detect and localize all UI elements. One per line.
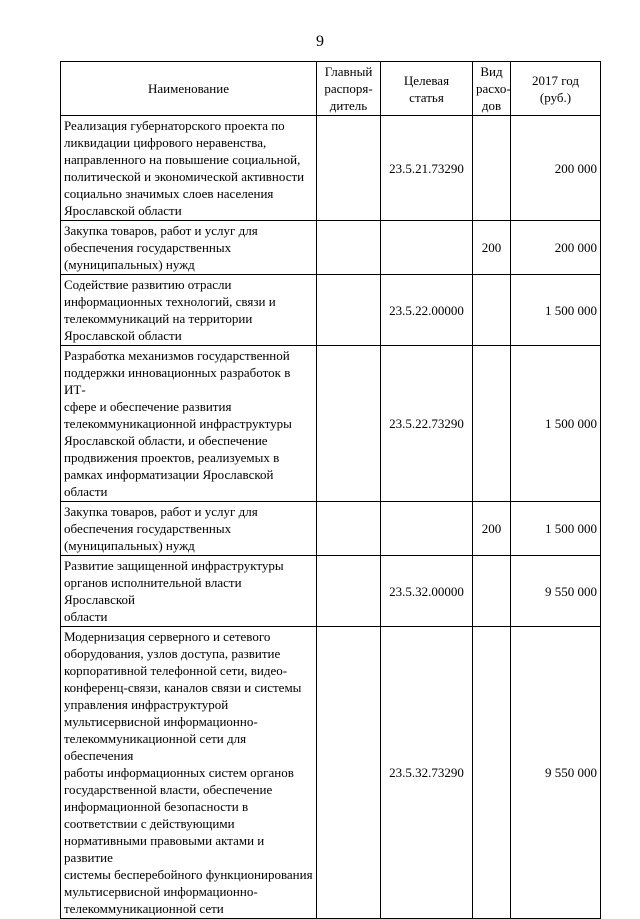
row-amount: 200 000 (511, 116, 601, 221)
row-name-line: телекоммуникаций на территории (64, 311, 253, 326)
row-amount: 200 000 (511, 221, 601, 275)
row-name-line: Ярославской области (64, 203, 182, 218)
row-name-line: обеспечения государственных (64, 240, 232, 255)
row-type (473, 627, 511, 919)
row-name-line: конференц-связи, каналов связи и системы (64, 680, 302, 695)
row-article: 23.5.22.73290 (381, 346, 473, 502)
header-article-line: статья (409, 89, 444, 105)
header-type (473, 62, 511, 116)
row-article: 23.5.32.73290 (381, 627, 473, 919)
header-admin-line: дитель (329, 98, 368, 113)
table-row (61, 275, 601, 346)
table-body (61, 116, 601, 919)
row-admin (317, 221, 381, 275)
row-name-line: Развитие защищенной инфраструктуры (64, 558, 284, 573)
row-article: 23.5.21.73290 (381, 116, 473, 221)
header-row (61, 62, 601, 116)
row-admin (317, 556, 381, 627)
row-name (61, 627, 317, 919)
row-name (61, 502, 317, 556)
row-name-line: государственной власти, обеспечение (64, 782, 273, 797)
row-article: 23.5.22.00000 (381, 275, 473, 346)
row-amount: 1 500 000 (511, 502, 601, 556)
row-name-line: направленного на повышение социальной, (64, 152, 301, 167)
row-name-line: работы информационных систем органов (64, 765, 294, 780)
row-admin (317, 275, 381, 346)
row-name-line: (муниципальных) нужд (64, 538, 195, 553)
row-article (381, 502, 473, 556)
header-admin (317, 62, 381, 116)
header-article-line: Целевая (403, 72, 450, 88)
row-name (61, 275, 317, 346)
row-name-line: информационной безопасности в (64, 799, 249, 814)
row-article: 23.5.32.00000 (381, 556, 473, 627)
row-amount: 1 500 000 (511, 346, 601, 502)
row-name-line: телекоммуникационной сети (64, 901, 224, 916)
row-type (473, 346, 511, 502)
row-name-line: Ярославской области, и обеспечение (64, 433, 268, 448)
row-name-line: телекоммуникационной инфраструктуры (64, 416, 292, 431)
header-admin-line: распоря- (324, 81, 373, 96)
header-name: Наименование (61, 62, 317, 116)
row-name-line: политической и экономической активности (64, 169, 305, 184)
row-name-line: Реализация губернаторского проекта по (64, 118, 285, 133)
row-name-line: соответствии с действующими (64, 816, 235, 831)
row-admin (317, 627, 381, 919)
header-article (381, 62, 473, 116)
row-admin (317, 116, 381, 221)
row-article (381, 221, 473, 275)
row-admin (317, 346, 381, 502)
row-name-line: Содействие развитию отрасли (64, 277, 232, 292)
table-row (61, 556, 601, 627)
row-type: 200 (473, 221, 511, 275)
header-type-line: Вид (480, 64, 503, 79)
header-year-line: 2017 год (532, 72, 579, 88)
row-name-line: поддержки инновационных разработок в ИТ- (64, 365, 291, 397)
row-name-line: корпоративной телефонной сети, видео- (64, 663, 288, 678)
row-name-line: нормативными правовыми актами и развитие (64, 833, 265, 865)
table-row (61, 502, 601, 556)
row-type (473, 116, 511, 221)
table-row (61, 627, 601, 919)
header-type-line: расхо- (476, 81, 511, 96)
row-name-line: Закупка товаров, работ и услуг для (64, 223, 258, 238)
row-name-line: социально значимых слоев населения (64, 186, 274, 201)
row-name-line: органов исполнительной власти Ярославской (64, 575, 242, 607)
budget-table (60, 61, 601, 919)
row-name-line: рамках информатизации Ярославской (64, 467, 274, 482)
row-amount: 9 550 000 (511, 627, 601, 919)
header-admin-line: Главный (324, 64, 373, 79)
header-year-line: (руб.) (539, 89, 572, 105)
row-name-line: обеспечения государственных (64, 521, 232, 536)
row-name-line: оборудования, узлов доступа, развитие (64, 646, 281, 661)
row-name (61, 556, 317, 627)
row-name-line: продвижения проектов, реализуемых в (64, 450, 280, 465)
row-type (473, 275, 511, 346)
table-row (61, 116, 601, 221)
table-row (61, 221, 601, 275)
row-name-line: области (64, 484, 108, 499)
row-name-line: сфере и обеспечение развития (64, 399, 232, 414)
row-type: 200 (473, 502, 511, 556)
row-name-line: управления инфраструктурой (64, 697, 229, 712)
row-name-line: Разработка механизмов государственной (64, 348, 290, 363)
row-name-line: Закупка товаров, работ и услуг для (64, 504, 258, 519)
row-name-line: системы бесперебойного функционирования (64, 867, 313, 882)
header-year (511, 62, 601, 116)
row-name-line: мультисервисной информационно- (64, 884, 258, 899)
row-name-line: Модернизация серверного и сетевого (64, 629, 271, 644)
page-number: 9 (316, 33, 324, 50)
row-name-line: области (64, 609, 108, 624)
row-name (61, 221, 317, 275)
row-name-line: (муниципальных) нужд (64, 257, 195, 272)
row-amount: 1 500 000 (511, 275, 601, 346)
row-name (61, 116, 317, 221)
header-type-line: дов (481, 98, 502, 113)
row-name-line: телекоммуникационной сети для обеспечения (64, 731, 247, 763)
row-type (473, 556, 511, 627)
row-admin (317, 502, 381, 556)
row-name-line: Ярославской области (64, 328, 182, 343)
row-name-line: ликвидации цифрового неравенства, (64, 135, 267, 150)
row-amount: 9 550 000 (511, 556, 601, 627)
table-row (61, 346, 601, 502)
row-name-line: мультисервисной информационно- (64, 714, 258, 729)
row-name-line: информационных технологий, связи и (64, 294, 276, 309)
row-name (61, 346, 317, 502)
